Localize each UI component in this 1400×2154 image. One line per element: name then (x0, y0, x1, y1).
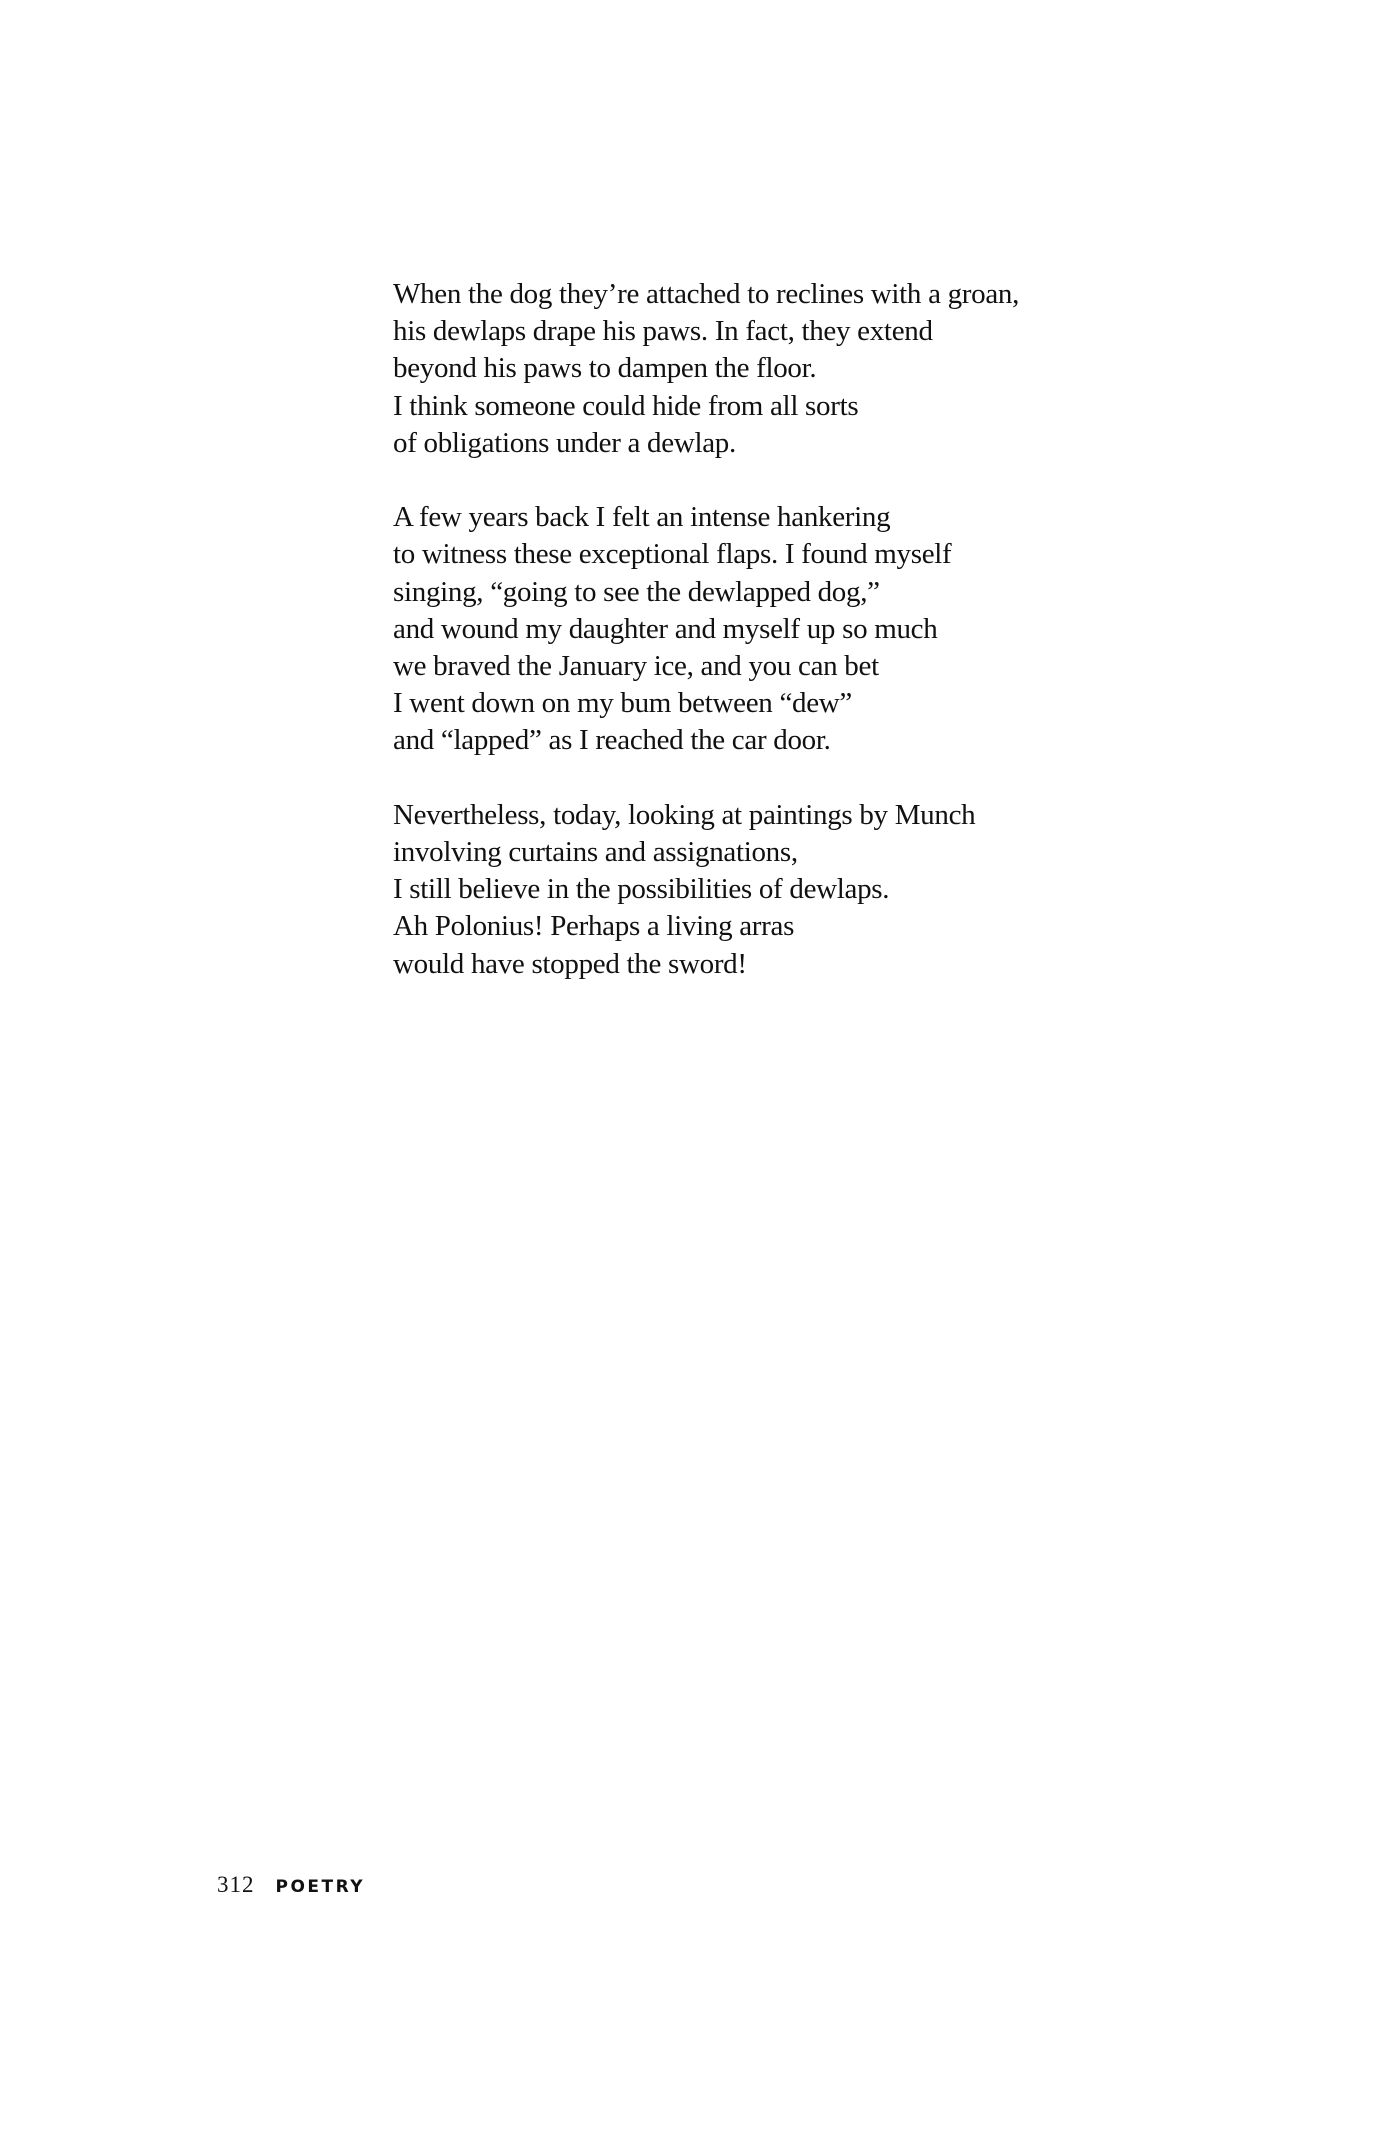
poem-line: and “lapped” as I reached the car door. (393, 724, 831, 757)
poem-line: singing, “going to see the dewlapped dog,” (393, 575, 880, 608)
stanza-1 (393, 276, 1153, 462)
poem-line: Nevertheless, today, looking at paintings by Munch (393, 798, 976, 831)
poem-line: would have stopped the sword! (393, 947, 747, 980)
poem-line: When the dog they’re attached to reclines with a groan, (393, 278, 1020, 310)
page-footer (217, 1873, 365, 1899)
poem-line: A few years back I felt an intense hankering (393, 501, 891, 534)
poem-line: Ah Polonius! Perhaps a living arras (393, 910, 795, 943)
poem-line: his dewlaps drape his paws. In fact, they extend (393, 315, 933, 348)
page-number: 312 (217, 1872, 255, 1897)
poem-line: and wound my daughter and myself up so much (393, 612, 938, 645)
poem-line: we braved the January ice, and you can bet (393, 650, 879, 683)
poem-line: I still believe in the possibilities of dewlaps. (393, 873, 890, 906)
poem-body (393, 276, 1153, 1020)
stanza-2 (393, 499, 1153, 759)
poem-line: I went down on my bum between “dew” (393, 687, 853, 720)
poem-line: beyond his paws to dampen the floor. (393, 352, 817, 385)
stanza-3 (393, 797, 1153, 983)
poem-line: to witness these exceptional flaps. I found myself (393, 538, 952, 571)
poem-line: I think someone could hide from all sorts (393, 389, 859, 422)
poem-line: of obligations under a dewlap. (393, 426, 736, 459)
poem-line: involving curtains and assignations, (393, 836, 798, 869)
running-head: POETRY (275, 1877, 366, 1897)
